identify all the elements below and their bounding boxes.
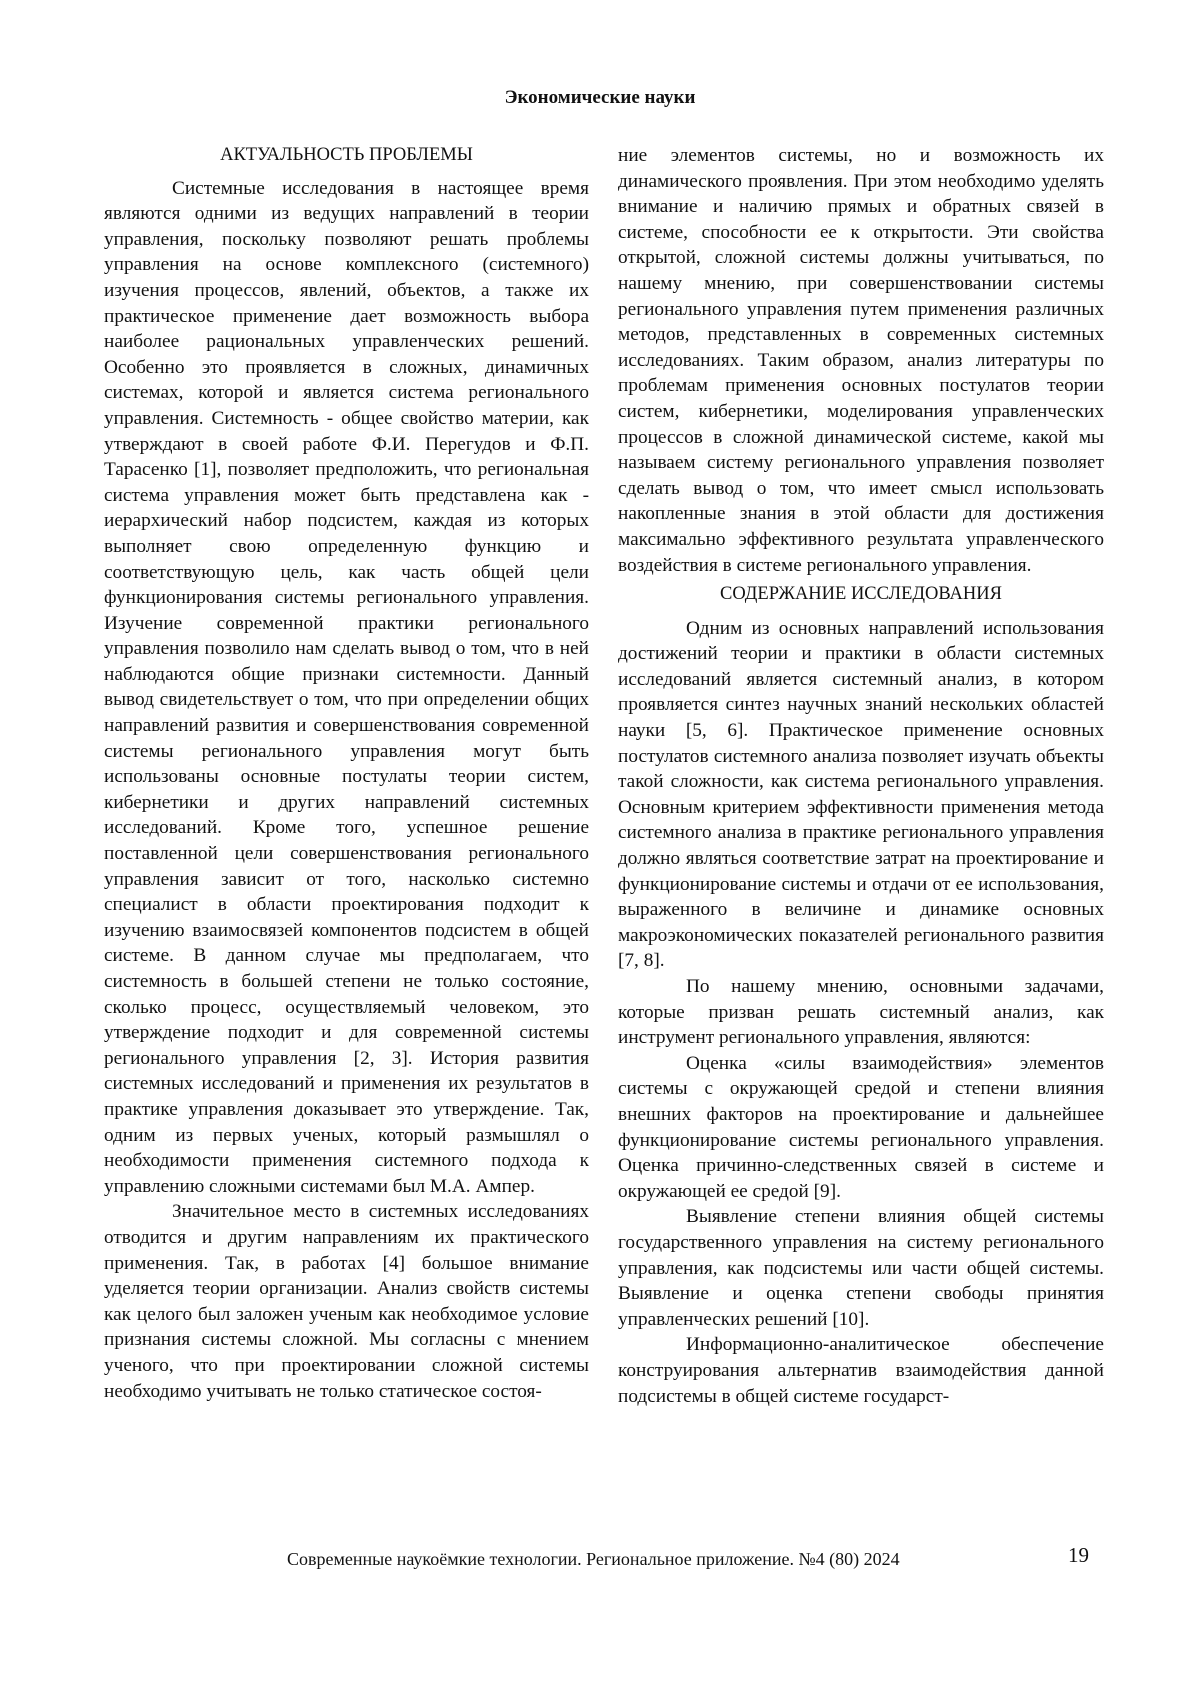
right-paragraph-5: Информационно-аналитическое обеспечение конструирования альтернатив взаимодействия данной подсистемы в общей системе государст- <box>618 1334 1104 1407</box>
heading-relevance: АКТУАЛЬНОСТЬ ПРОБЛЕМЫ <box>220 145 473 165</box>
left-paragraph-2: Значительное место в системных исследованиях отводится и другим направлениям их практического применения. Так, в работах [4] большое внимание уделяется теории организации. Анализ свойств системы как целого был заложен ученым как необходимое условие признания системы сложной. Мы согласны с мнением ученого, что при проектировании сложной системы необходимо учитывать не только статическое состоя- <box>104 1201 589 1402</box>
left-column <box>104 143 589 1404</box>
right-column <box>618 143 1104 1409</box>
right-paragraph-4: Выявление степени влияния общей системы государственного управления на систему регионального управления, как подсистемы или части общей системы. Выявление и оценка степени свободы принятия управленческих решений [10]. <box>618 1206 1104 1330</box>
left-paragraph-1: Системные исследования в настоящее время являются одними из ведущих направлений в теории управления, поскольку позволяют решать проблемы управления на основе комплексного (системного) изучения процессов, явлений, объектов, а также их практическое применение дает возможность выбора наиболее рациональных управленческих решений. Особенно это проявляется в сложных, динамичных системах, которой и является система регионального управления. Системность - общее свойство материи, как утверждают в своей работе Ф.И. Перегудов и Ф.П. Тарасенко [1], позволяет предположить, что региональная система управления может быть представлена как - иерархический набор подсистем, каждая из которых выполняет свою определенную функцию и соответствующую цель, как часть общей цели функционирования системы регионального управления. Изучение современной практики регионального управления позволило нам сделать вывод о том, что в ней наблюдаются общие признаки системности. Данный вывод свидетельствует о том, что при определении общих направлений развития и совершенствования современной системы регионального управления могут быть использованы основные постулаты теории систем, кибернетики и других направлений системных исследований. Кроме того, успешное решение поставленной цели совершенствования регионального управления зависит от того, насколько системно специалист в области проектирования подходит к изучению взаимосвязей компонентов подсистем в общей системе. В данном случае мы предполагаем, что системность в большей степени не только состояние, сколько процесс, осуществляемый человеком, это утверждение подходит и для современной системы регионального управления [2, 3]. История развития системных исследований и применения их результатов в практике управления доказывает это утверждение. Так, одним из первых ученых, который размышлял о необходимости применения системного подхода к управлению сложными системами был М.А. Ампер. <box>104 177 589 1197</box>
page-number: 19 <box>1068 1543 1089 1567</box>
journal-footer: Современные наукоёмкие технологии. Региональное приложение. №4 (80) 2024 <box>287 1549 900 1569</box>
heading-research-content: СОДЕРЖАНИЕ ИССЛЕДОВАНИЯ <box>720 584 1002 605</box>
right-paragraph-continuation: ние элементов системы, но и возможность их динамического проявления. При этом необходимо уделять внимание и наличию прямых и обратных связей в системе, способности ее к открытости. Эти свойства открытой, сложной системы должны учитываться, по нашему мнению, при совершенствовании системы регионального управления путем применения различных методов, представленных в современных системных исследованиях. Таким образом, анализ литературы по проблемам применения основных постулатов теории систем, кибернетики, моделирования управленческих процессов в сложной динамической системе, какой мы называем систему регионального управления позволяет сделать вывод о том, что имеет смысл использовать накопленные знания в этой области для достижения максимально эффективного результата управленческого воздействия в системе регионального управления. <box>618 145 1104 576</box>
right-paragraph-1: Одним из основных направлений использования достижений теории и практики в области системных исследований является системный анализ, в котором проявляется синтез научных знаний нескольких областей науки [5, 6]. Практическое применение основных постулатов системного анализа позволяет изучать объекты такой сложности, как система регионального управления. Основным критерием эффективности применения метода системного анализа в практике регионального управления должно являться соответствие затрат на проектирование и функционирование системы и отдачи от ее использования, выраженного в величине и динамике основных макроэкономических показателей регионального развития [7, 8]. <box>618 617 1104 972</box>
right-paragraph-3: Оценка «силы взаимодействия» элементов системы с окружающей средой и степени влияния внешних факторов на проектирование и дальнейшее функционирование системы регионального управления. Оценка причинно-следственных связей в системе и окружающей ее средой [9]. <box>618 1052 1104 1202</box>
right-paragraph-2: По нашему мнению, основными задачами, которые призван решать системный анализ, как инструмент регионального управления, являются: <box>618 976 1104 1049</box>
section-header: Экономические науки <box>504 87 696 108</box>
